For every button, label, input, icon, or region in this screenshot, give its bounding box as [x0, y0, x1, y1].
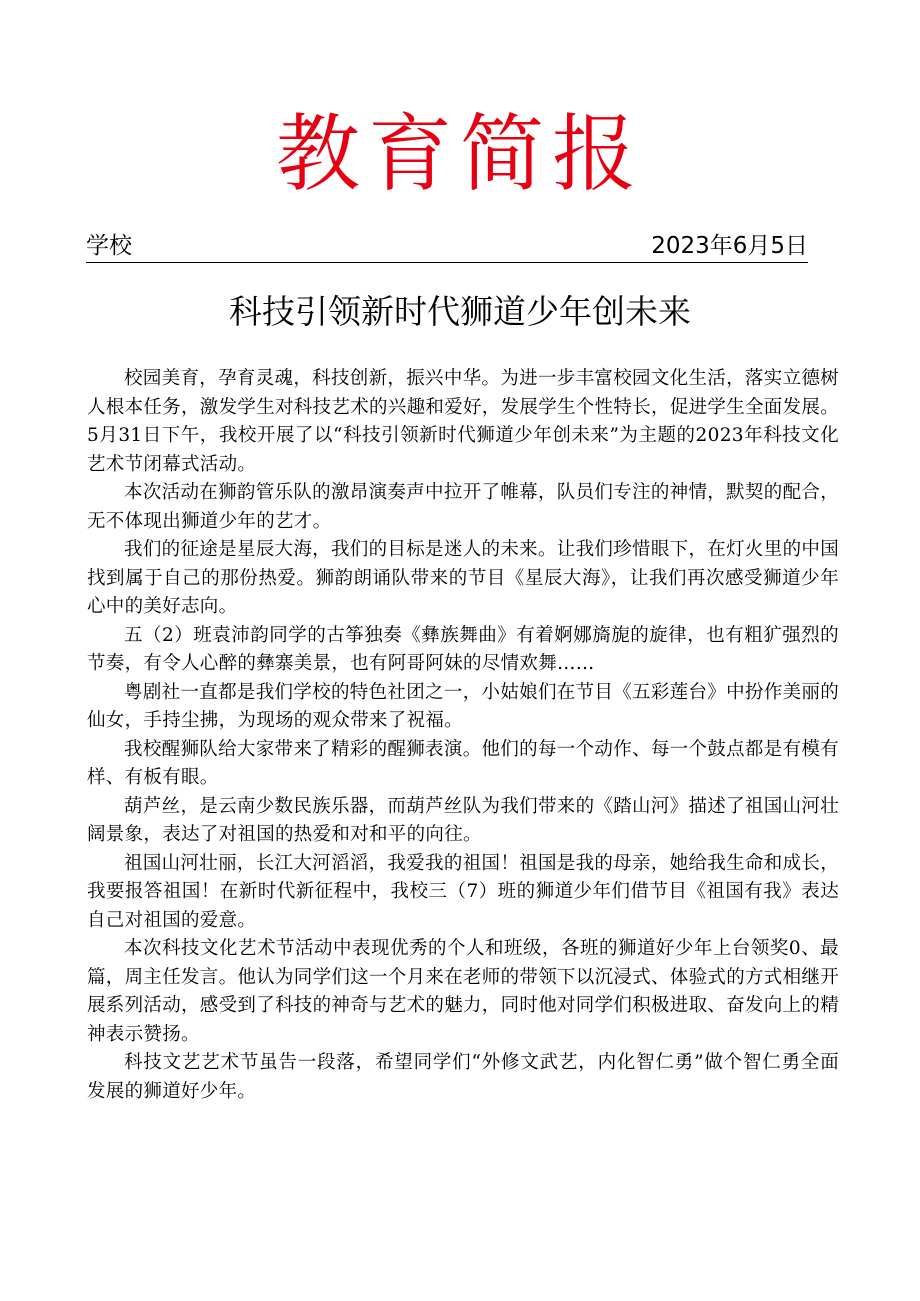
paragraph: 科技文艺艺术节虽告一段落，希望同学们“外修文武艺，内化智仁勇”做个智仁勇全面发展的狮道好少年。: [87, 1052, 839, 1102]
paragraph: 我们的征途是星辰大海，我们的目标是迷人的未来。让我们珍惜眼下，在灯火里的中国找到属于自己的那份热爱。狮韵朗诵队带来的节目《星辰大海》，让我们再次感受狮道少年心中的美好志向。: [87, 539, 839, 617]
paragraph: 粤剧社一直都是我们学校的特色社团之一，小姑娘们在节目《五彩莲台》中扮作美丽的仙女，手持尘拂，为现场的观众带来了祝福。: [87, 681, 839, 731]
article-title: 科技引领新时代狮道少年创未来: [229, 292, 691, 331]
meta-line: [86, 230, 808, 263]
paragraph: 本次活动在狮韵管乐队的激昂演奏声中拉开了帷幕，队员们专注的神情，默契的配合，无不体现出狮道少年的艺才。: [87, 482, 839, 532]
paragraph: 五（2）班袁沛韵同学的古筝独奏《彝族舞曲》有着婀娜旖旎的旋律，也有粗犷强烈的节奏，有令人心醉的彝寨美景，也有阿哥阿妹的尽情欢舞……: [87, 624, 839, 674]
article-body: [87, 365, 839, 1106]
paragraph: 我校醒狮队给大家带来了精彩的醒狮表演。他们的每一个动作、每一个鼓点都是有模有样、有板有眼。: [87, 738, 839, 788]
school-label: 学校: [86, 233, 132, 259]
paragraph: 本次科技文化艺术节活动中表现优秀的个人和班级，各班的狮道好少年上台领奖0、最篇，周主任发言。他认为同学们这一个月来在老师的带领下以沉浸式、体验式的方式相继开展系列活动，感受到了科技的神奇与艺术的魅力，同时他对同学们积极进取、奋发向上的精神表示赞扬。: [87, 938, 840, 1045]
issue-date: 2023年6月5日: [651, 233, 808, 259]
paragraph: 祖国山河壮丽，长江大河滔滔，我爱我的祖国！祖国是我的母亲，她给我生命和成长，我要报答祖国！在新时代新征程中，我校三（7）班的狮道少年们借节目《祖国有我》表达自己对祖国的爱意。: [87, 852, 839, 931]
paragraph: 葫芦丝，是云南少数民族乐器，而葫芦丝队为我们带来的《踏山河》描述了祖国山河壮阔景象，表达了对祖国的热爱和对和平的向往。: [87, 795, 839, 845]
paragraph: 校园美育，孕育灵魂，科技创新，振兴中华。为进一步丰富校园文化生活，落实立德树人根本任务，激发学生对科技艺术的兴趣和爱好，发展学生个性特长，促进学生全面发展。5月31日下午，我校开展了以“科技引领新时代狮道少年创未来”为主题的2023年科技文化艺术节闭幕式活动。: [87, 368, 840, 475]
masthead-title: 教育简报: [275, 105, 644, 203]
